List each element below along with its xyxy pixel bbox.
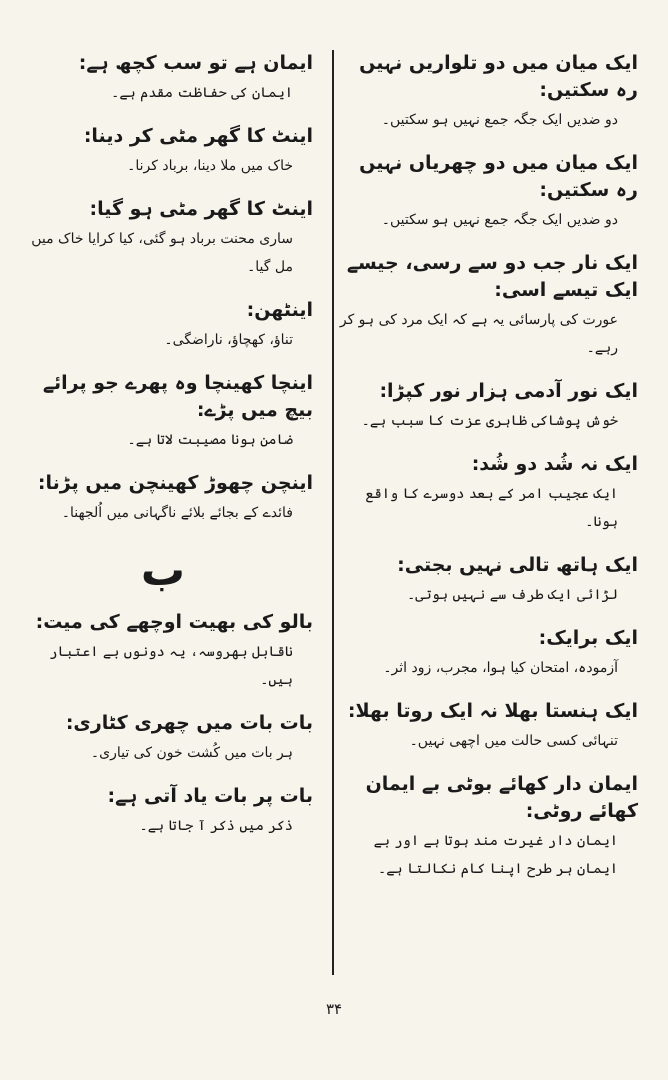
entry-meaning: تناؤ، کھچاؤ، ناراضگی۔ — [164, 332, 293, 348]
entry — [338, 250, 638, 362]
entry-phrase: ایک نار جب دو سے رسی، جیسے ایک تیسے اسی: — [346, 252, 638, 301]
column-divider — [332, 50, 334, 975]
entry-phrase: بات بات میں چھری کٹاری: — [65, 712, 313, 734]
entry-meaning: خاک میں ملا دینا، برباد کرنا۔ — [127, 158, 293, 174]
entry-meaning: ذکر میں ذکر آ جاتا ہے۔ — [139, 818, 293, 834]
entry-meaning: آزمودہ، امتحان کیا ہوا، مجرب، زود اثر۔ — [383, 660, 618, 676]
entry — [13, 370, 313, 454]
entry — [13, 710, 313, 767]
entry-meaning: دو ضدیں ایک جگہ جمع نہیں ہو سکتیں۔ — [381, 212, 618, 228]
entry-phrase: ایک ہنستا بھلا نہ ایک روتا بھلا: — [347, 700, 638, 722]
entry — [13, 470, 313, 527]
entry — [338, 771, 638, 883]
entry-phrase: ایک نہ شُد دو شُد: — [471, 453, 638, 475]
entry-meaning: دو ضدیں ایک جگہ جمع نہیں ہو سکتیں۔ — [381, 112, 618, 128]
entry-meaning: لڑائی ایک طرف سے نہیں ہوتی۔ — [407, 587, 618, 603]
entry — [338, 698, 638, 755]
entry-meaning: ایمان کی حفاظت مقدم ہے۔ — [111, 85, 293, 101]
entry-phrase: ایک برایک: — [538, 627, 638, 649]
entry-phrase: اینچن چھوڑ کھینچن میں پڑنا: — [37, 472, 313, 494]
right-column — [338, 50, 638, 899]
entry — [338, 150, 638, 234]
entry-meaning: خوش پوشاکی ظاہری عزت کا سبب ہے۔ — [361, 413, 618, 429]
entry-phrase: اینٹ کا گھر مٹی ہو گیا: — [89, 198, 313, 220]
entry — [13, 297, 313, 354]
entry-phrase: اینٹ کا گھر مٹی کر دینا: — [83, 125, 313, 147]
entry-meaning: ایک عجیب امر کے بعد دوسرے کا واقع ہونا۔ — [365, 486, 618, 530]
entry-phrase: ایمان ہے تو سب کچھ ہے: — [78, 52, 313, 74]
entry-phrase: ایک ہاتھ تالی نہیں بجتی: — [397, 554, 638, 576]
entry-phrase: ایک نور آدمی ہزار نور کپڑا: — [379, 380, 638, 402]
entry — [13, 783, 313, 840]
entry-meaning: ساری محنت برباد ہو گئی، کیا کرایا خاک میں مل گیا۔ — [31, 231, 293, 275]
entry — [338, 50, 638, 134]
entry-phrase: ایمان دار کھائے بوٹی بے ایمان کھائے روٹی: — [365, 773, 638, 822]
entry — [13, 609, 313, 694]
entry — [338, 378, 638, 435]
entry-meaning: ہر بات میں کُشت خون کی تیاری۔ — [90, 745, 293, 761]
entry-meaning: عورت کی پارسائی یہ ہے کہ ایک مرد کی ہو کر رہے۔ — [339, 312, 618, 356]
page-number: ۳۴ — [325, 1000, 343, 1018]
entry — [13, 196, 313, 281]
entry-meaning: ناقابل بھروسہ، یہ دونوں بے اعتبار ہیں۔ — [49, 644, 293, 688]
entry — [13, 50, 313, 107]
entry — [338, 451, 638, 536]
entry-meaning: ضامن ہونا مصیبت لاتا ہے۔ — [127, 432, 293, 448]
entry-phrase: اینچا کھینچا وہ پھرے جو پرائے بیچ میں پڑے: — [42, 372, 313, 421]
entry-meaning: تنہائی کسی حالت میں اچھی نہیں۔ — [409, 733, 618, 749]
entry-phrase: ایک میان میں دو چھریاں نہیں رہ سکتیں: — [359, 152, 638, 201]
section-letter: ب — [140, 545, 186, 596]
entry-phrase: اینٹھن: — [246, 299, 313, 321]
entry-phrase: بالو کی بھیت اوچھے کی میت: — [35, 611, 313, 633]
entry-meaning: ایمان دار غیرت مند ہوتا ہے اور بے ایمان ہر طرح اپنا کام نکالتا ہے۔ — [373, 833, 618, 877]
entry-phrase: بات پر بات یاد آتی ہے: — [107, 785, 313, 807]
left-column — [13, 50, 313, 856]
entry — [338, 552, 638, 609]
entry — [338, 625, 638, 682]
entry-phrase: ایک میان میں دو تلواریں نہیں رہ سکتیں: — [359, 52, 638, 101]
entry-meaning: فائدے کے بجائے بلائے ناگہانی میں اُلجھنا۔ — [61, 505, 293, 521]
entry — [13, 123, 313, 180]
